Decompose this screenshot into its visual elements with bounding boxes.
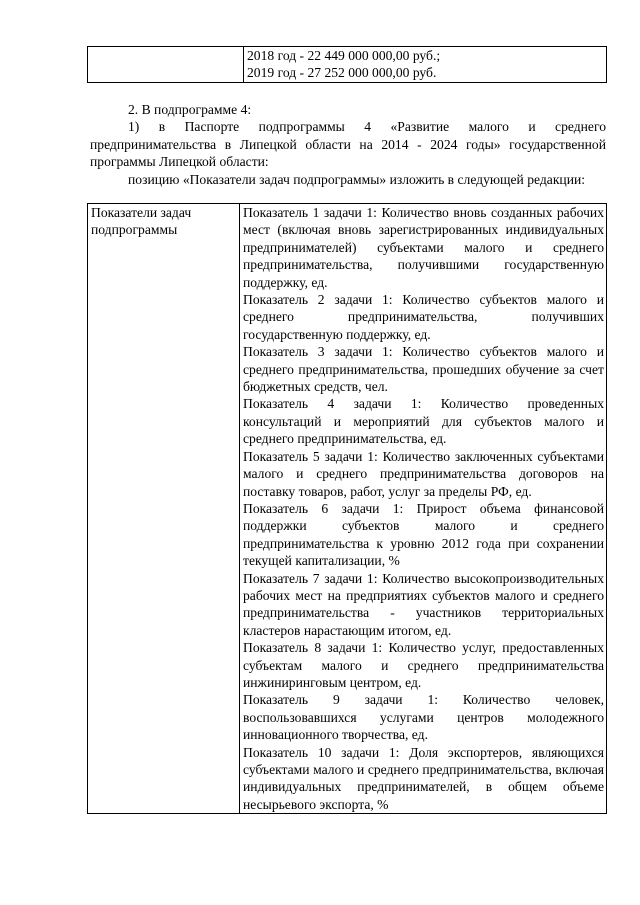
- paragraph-passport: 1) в Паспорте подпрограммы 4 «Развитие малого и среднего предпринимательства в Липецкой области на 2014 - 2024 годы» государственной программы Липецкой области:: [90, 119, 606, 170]
- funding-line-2019: 2019 год - 27 252 000 000,00 руб.: [247, 65, 437, 81]
- indicator-4: Показатель 4 задачи 1: Количество проведенных консультаций и мероприятий для субъектов малого и среднего предпринимательства, ед.: [243, 396, 604, 447]
- indicator-9: Показатель 9 задачи 1: Количество человек, воспользовавшихся услугами центров молодежного инновационного творчества, ед.: [243, 692, 604, 743]
- table-cell-empty: [88, 47, 244, 83]
- indicator-6: Показатель 6 задачи 1: Прирост объема финансовой поддержки субъектов малого и среднего предпринимательства к уровню 2012 года при сохранении текущей капитализации, %: [243, 500, 604, 569]
- indicators-list-cell: [240, 204, 607, 814]
- paragraph-position: позицию «Показатели задач подпрограммы» изложить в следующей редакции:: [128, 171, 586, 187]
- indicator-1: Показатель 1 задачи 1: Количество вновь созданных рабочих мест (включая вновь зарегистрированных индивидуальных предпринимателей) субъектами малого и среднего предпринимательства, получившими государственную поддержку, ед.: [243, 205, 604, 290]
- table-row: [88, 204, 607, 814]
- indicator-2: Показатель 2 задачи 1: Количество субъектов малого и среднего предпринимательства, получивших государственную поддержку, ед.: [243, 292, 604, 342]
- indicators-label-cell: [88, 204, 240, 814]
- funding-table: [87, 46, 607, 83]
- body-text: [90, 101, 606, 188]
- section-heading: 2. В подпрограмме 4:: [128, 102, 252, 117]
- indicator-10: Показатель 10 задачи 1: Доля экспортеров, являющихся субъектами малого и среднего предпринимательства, включая индивидуальных предпринимателей, в общем объеме несырьевого экспорта, %: [243, 744, 604, 812]
- table-row: [88, 47, 607, 83]
- indicator-7: Показатель 7 задачи 1: Количество высокопроизводительных рабочих мест на предприятиях субъектов малого и среднего предпринимательства - участников территориальных кластеров нарастающим итогом, ед.: [243, 570, 604, 638]
- indicators-table: [87, 203, 607, 814]
- funding-line-2018: 2018 год - 22 449 000 000,00 руб.;: [247, 48, 441, 63]
- indicator-5: Показатель 5 задачи 1: Количество заключенных субъектами малого и среднего предпринимательства договоров на поставку товаров, работ, услуг за пределы РФ, ед.: [243, 448, 604, 499]
- indicator-8: Показатель 8 задачи 1: Количество услуг, предоставленных субъектам малого и среднего предпринимательства инжиниринговым центром, ед.: [243, 640, 604, 690]
- funding-years-cell: [244, 47, 607, 83]
- indicator-3: Показатель 3 задачи 1: Количество субъектов малого и среднего предпринимательства, прошедших обучение за счет бюджетных средств, чел.: [243, 344, 604, 395]
- indicators-label: Показатели задач подпрограммы: [91, 205, 192, 238]
